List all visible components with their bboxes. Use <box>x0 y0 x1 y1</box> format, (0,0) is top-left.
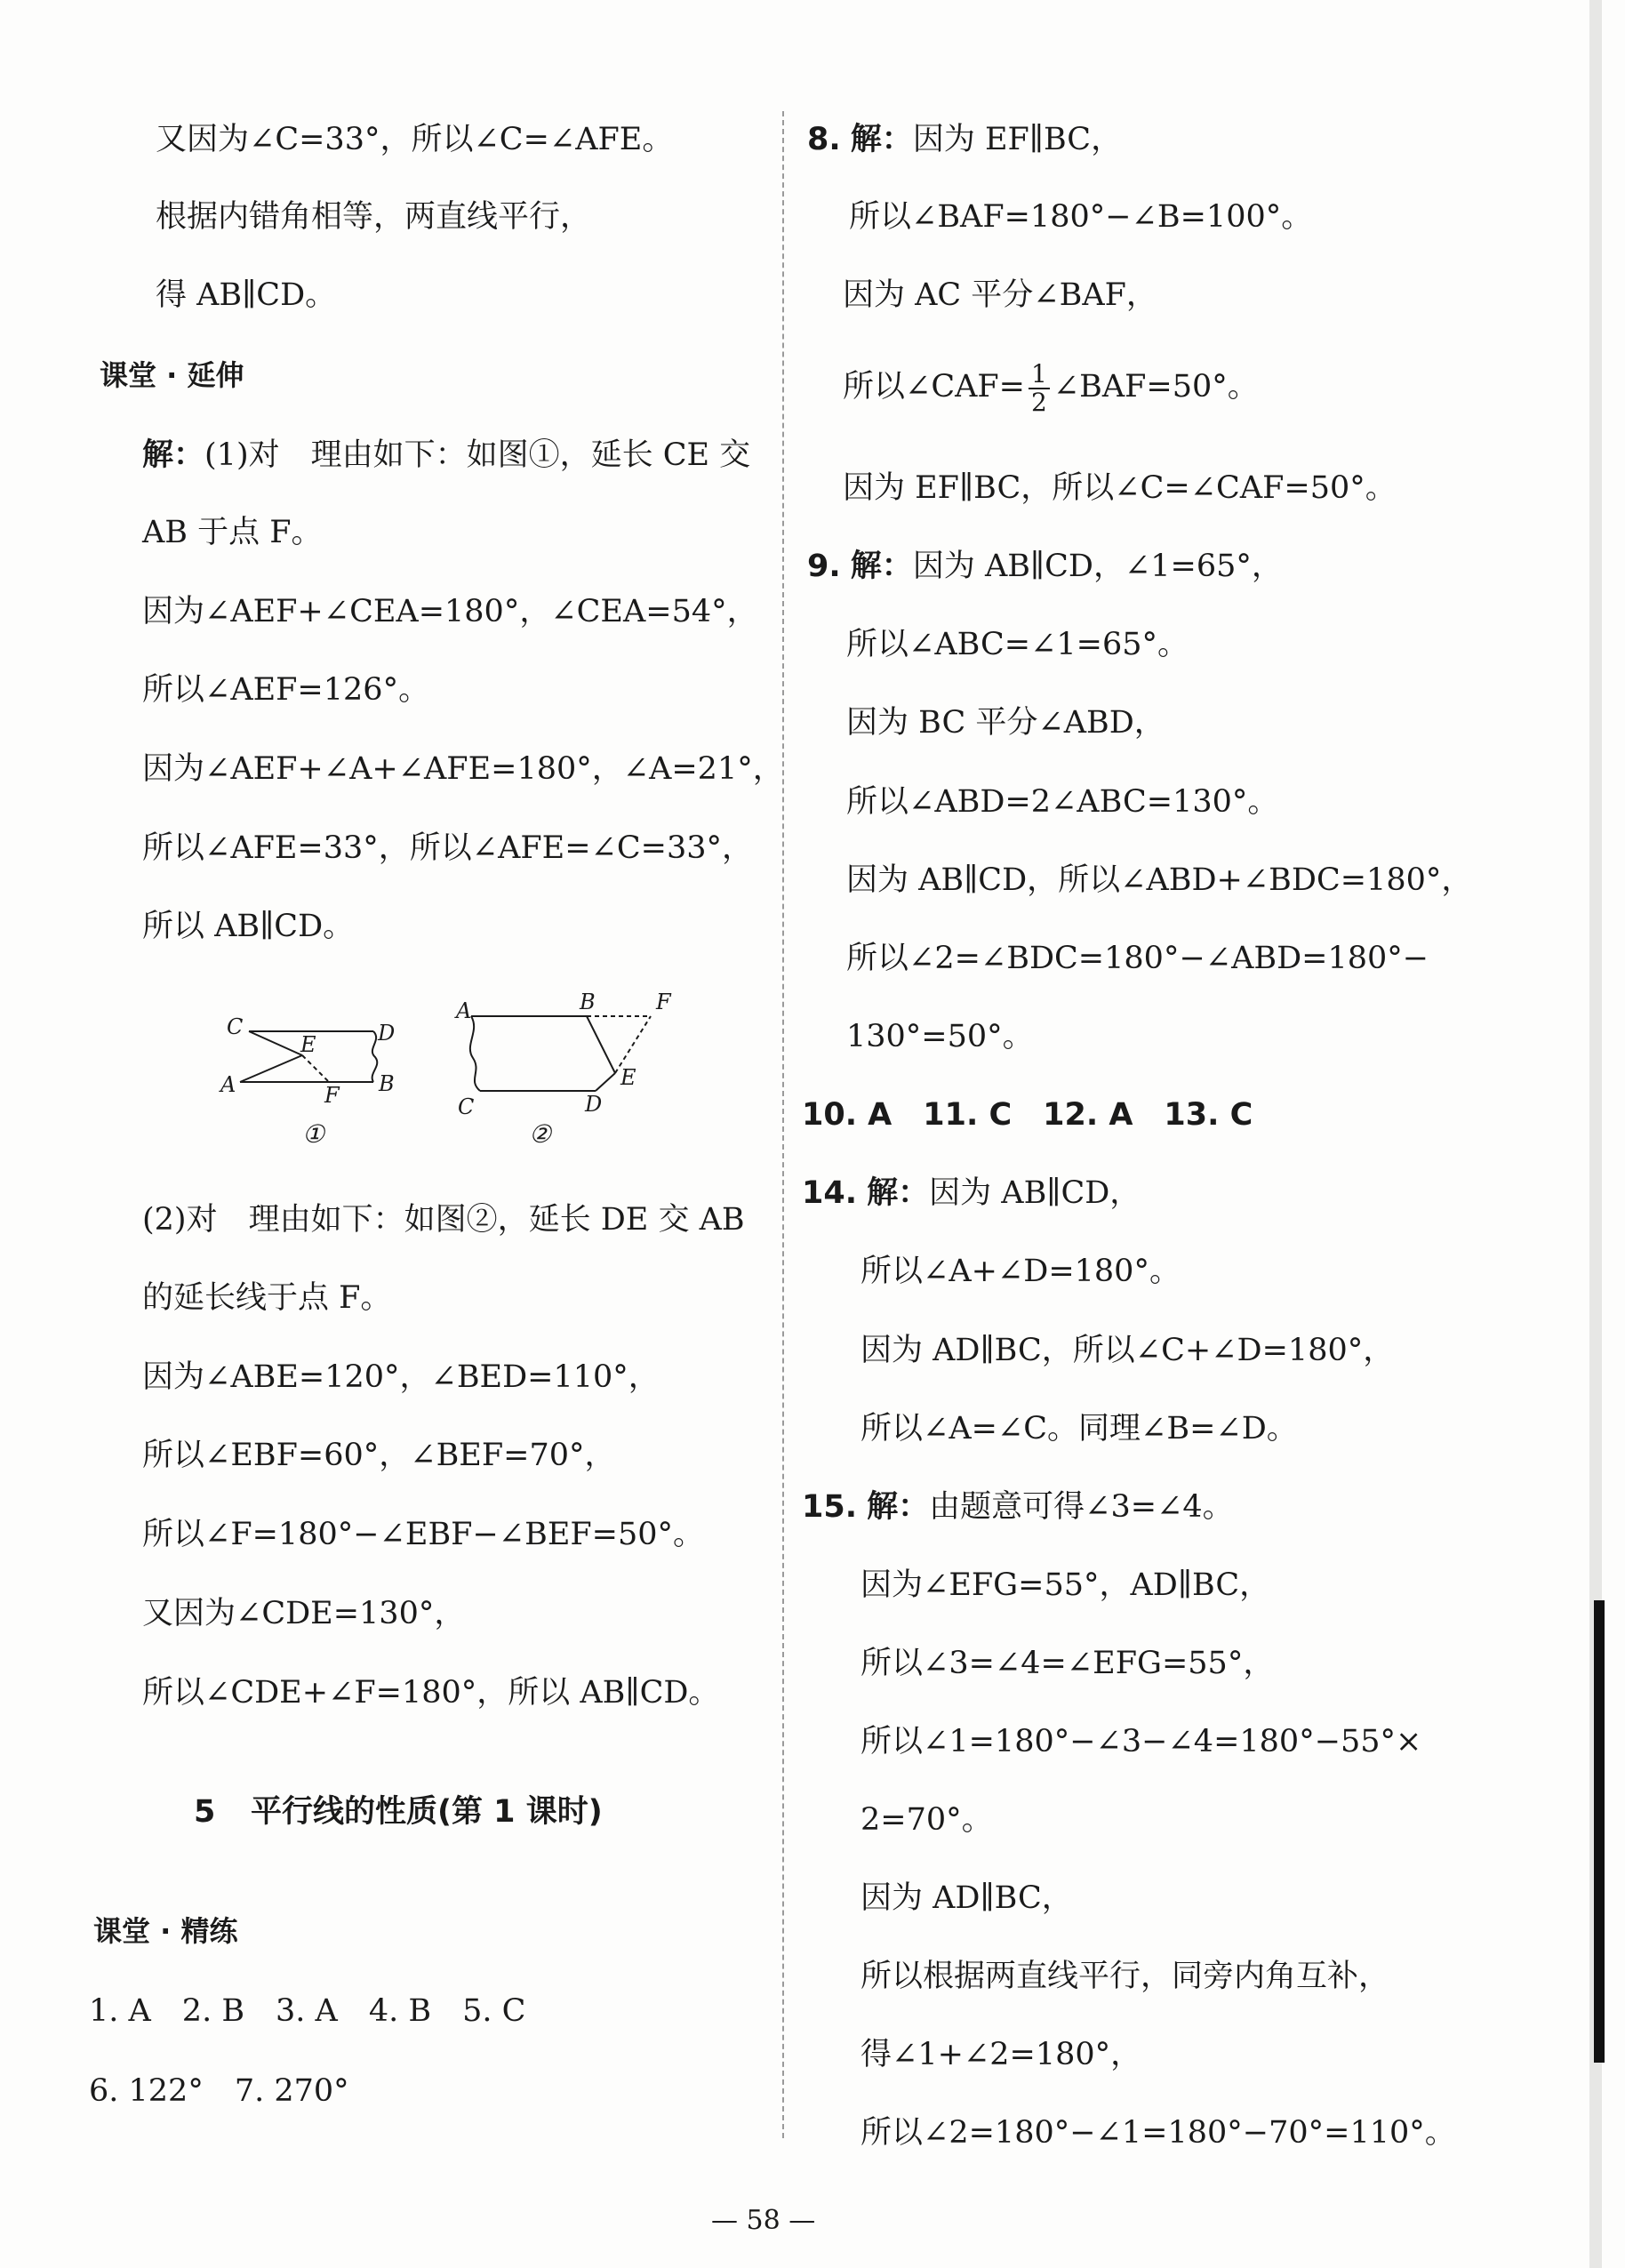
section-title: 平行线的性质(第 1 课时) <box>251 1794 603 1830</box>
text-line: 因为∠EFG=55°，AD∥BC， <box>861 1567 1271 1603</box>
label-F: F <box>324 1083 340 1108</box>
text: 因为 EF∥BC， <box>912 122 1123 157</box>
text-line: 所以∠CDE+∠F=180°，所以 AB∥CD。 <box>142 1675 720 1711</box>
text-line: 因为∠AEF+∠CEA=180°，∠CEA=54°， <box>142 594 758 629</box>
text-line: 因为 EF∥BC，所以∠C=∠CAF=50°。 <box>843 470 1397 506</box>
section-heading: 课堂 · 延伸 <box>100 358 244 392</box>
section-heading: 课堂 · 精练 <box>93 1914 238 1948</box>
text-line: 所以∠2=180°−∠1=180°−70°=110°。 <box>861 2115 1456 2151</box>
text-line <box>843 356 1259 418</box>
fraction-numerator: 1 <box>1029 361 1050 389</box>
question-15 <box>802 1487 1234 1527</box>
label-C: C <box>227 1014 244 1039</box>
label-F: F <box>656 990 671 1014</box>
question-8 <box>807 120 1122 159</box>
text-line: 所以∠F=180°−∠EBF−∠BEF=50°。 <box>142 1517 705 1552</box>
answer-line: 10. A 11. C 12. A 13. C <box>802 1097 1253 1133</box>
text-line: 因为 AD∥BC， <box>861 1880 1073 1916</box>
text-line: 得 AB∥CD。 <box>156 277 337 313</box>
solution-label: 解： <box>850 549 913 584</box>
figure-1-caption: ① <box>302 1119 325 1149</box>
text-line: 所以∠ABC=∠1=65°。 <box>846 627 1189 662</box>
text: 由题意可得∠3=∠4。 <box>929 1489 1234 1525</box>
text-line: 2=70°。 <box>861 1802 993 1838</box>
text-line: 因为 BC 平分∠ABD， <box>846 705 1165 741</box>
text-line: 因为 AD∥BC，所以∠C+∠D=180°， <box>861 1333 1395 1368</box>
text-line: 所以∠AEF=126°。 <box>142 672 430 708</box>
label-D: D <box>378 1021 396 1046</box>
text-line: 所以根据两直线平行，同旁内角互补， <box>861 1959 1390 1994</box>
text-line: 因为 AB∥CD，所以∠ABD+∠BDC=180°， <box>846 862 1473 898</box>
text: 所以∠CAF= <box>843 369 1025 405</box>
column-divider <box>782 111 784 2138</box>
solution-label: 解： <box>867 1175 930 1211</box>
label-B: B <box>580 990 596 1014</box>
fraction-denominator: 2 <box>1031 387 1047 417</box>
solution-label: 解： <box>142 437 205 473</box>
text-line: 所以∠A=∠C。同理∠B=∠D。 <box>861 1411 1298 1447</box>
text-line: (2)对 理由如下：如图②，延长 DE 交 AB <box>142 1202 745 1238</box>
text-line: 因为∠AEF+∠A+∠AFE=180°，∠A=21°， <box>142 751 784 787</box>
text-line: 所以∠ABD=2∠ABC=130°。 <box>846 784 1279 820</box>
question-number: 15. <box>802 1489 858 1525</box>
text-line: 因为 AC 平分∠BAF， <box>843 277 1157 313</box>
text-line: 所以∠BAF=180°−∠B=100°。 <box>849 199 1313 235</box>
text-line: 所以∠1=180°−∠3−∠4=180°−55°× <box>861 1724 1422 1759</box>
text: ∠BAF=50°。 <box>1053 369 1259 405</box>
solution-label: 解： <box>850 122 913 157</box>
text-line: 所以∠2=∠BDC=180°−∠ABD=180°− <box>846 941 1429 976</box>
text-line: 又因为∠C=33°，所以∠C=∠AFE。 <box>156 122 674 157</box>
section-number: 5 <box>194 1794 216 1830</box>
text-line <box>142 436 750 475</box>
text-line: 所以 AB∥CD。 <box>142 909 355 944</box>
text: 因为 AB∥CD， <box>929 1175 1141 1211</box>
text-line: 得∠1+∠2=180°， <box>861 2037 1142 2072</box>
solution-label: 解： <box>867 1489 930 1525</box>
text-line: 所以∠3=∠4=∠EFG=55°， <box>861 1646 1275 1681</box>
text-line: 所以∠AFE=33°，所以∠AFE=∠C=33°， <box>142 830 754 866</box>
question-14 <box>802 1174 1141 1213</box>
text-line: 因为∠ABE=120°，∠BED=110°， <box>142 1359 660 1395</box>
text-line: AB 于点 F。 <box>142 515 323 550</box>
text-line: 又因为∠CDE=130°， <box>142 1596 466 1631</box>
text-line: 的延长线于点 F。 <box>142 1280 392 1316</box>
figure-2-caption: ② <box>529 1119 552 1149</box>
question-number: 8. <box>807 122 841 157</box>
question-9 <box>807 547 1283 586</box>
text-line: 130°=50°。 <box>846 1019 1034 1054</box>
label-A: A <box>456 998 472 1023</box>
text: 因为 AB∥CD，∠1=65°， <box>912 549 1283 584</box>
label-B: B <box>379 1071 395 1096</box>
text: (1)对 理由如下：如图①，延长 CE 交 <box>204 437 751 473</box>
label-D: D <box>585 1092 603 1117</box>
label-E: E <box>300 1032 316 1057</box>
question-number: 14. <box>802 1175 858 1211</box>
answer-line: 6. 122° 7. 270° <box>89 2073 349 2109</box>
label-C: C <box>458 1094 475 1119</box>
page-number: — 58 — <box>711 2205 816 2236</box>
text-line: 根据内错角相等，两直线平行， <box>156 199 592 235</box>
geometry-figures <box>204 982 702 1169</box>
label-A: A <box>220 1072 236 1097</box>
answer-line: 1. A 2. B 3. A 4. B 5. C <box>89 1993 526 2029</box>
binding-shadow <box>1594 1600 1605 2063</box>
text-line: 所以∠EBF=60°，∠BEF=70°， <box>142 1438 616 1473</box>
question-number: 9. <box>807 549 841 584</box>
label-E: E <box>620 1065 636 1090</box>
text-line: 所以∠A+∠D=180°。 <box>861 1254 1181 1289</box>
fraction <box>1029 358 1050 417</box>
